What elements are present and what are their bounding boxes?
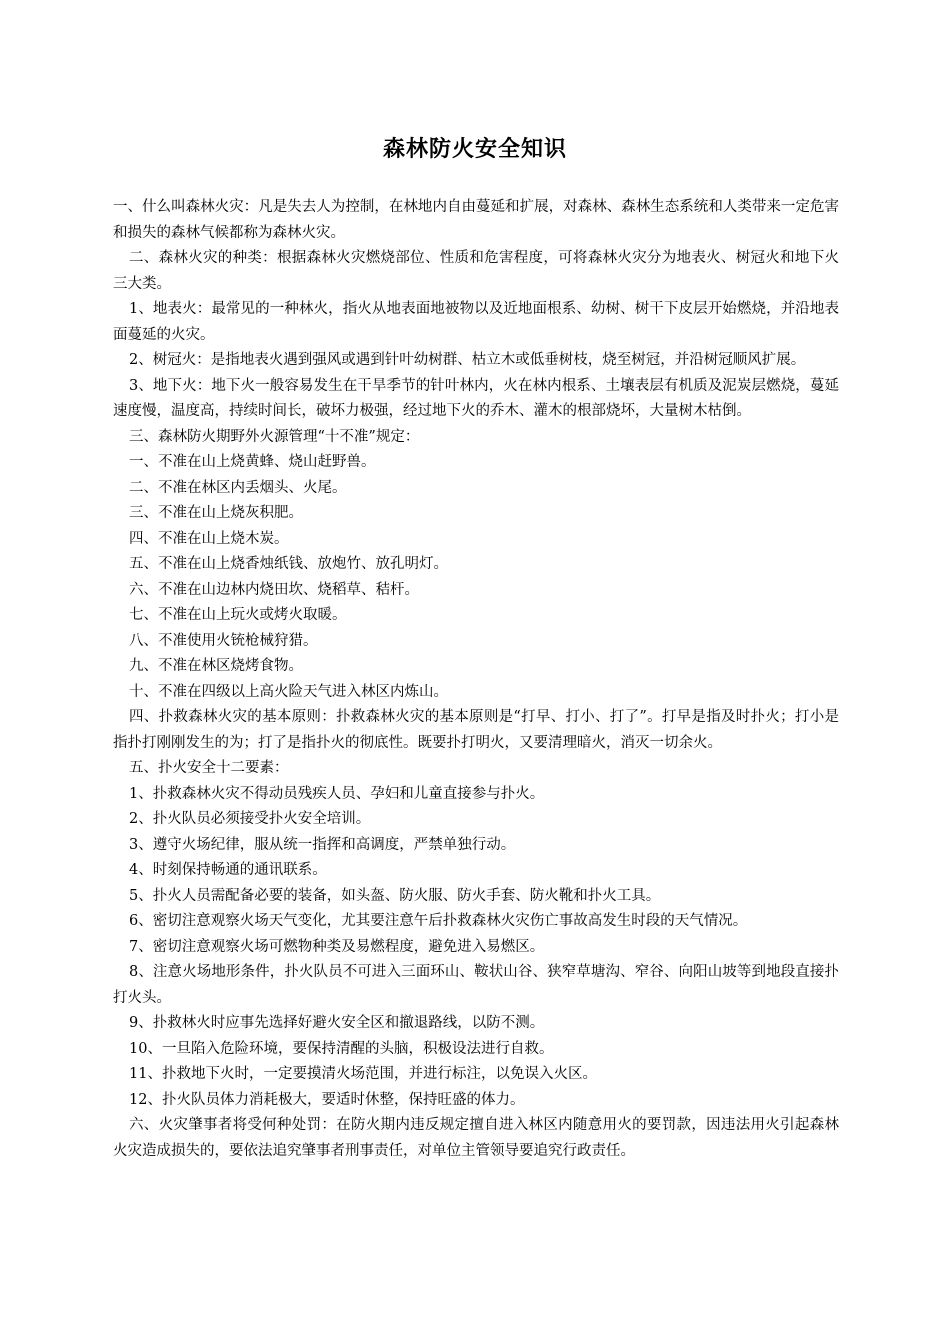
- list-item: 9、扑救林火时应事先选择好避火安全区和撤退路线，以防不测。: [129, 1015, 545, 1031]
- list-item: 九、不准在林区烧烤食物。: [129, 658, 303, 674]
- list-item: 3、遵守火场纪律，服从统一指挥和高调度，严禁单独行动。: [129, 836, 516, 853]
- page-title: 森林防火安全知识: [382, 136, 567, 162]
- list-item: 四、不准在山上烧木炭。: [129, 530, 289, 547]
- list-item: 6、密切注意观察火场天气变化，尤其要注意午后扑救森林火灾伤亡事故高发生时段的天气情况。: [129, 913, 748, 929]
- paragraph-basic-principles: 四、扑救森林火灾的基本原则：扑救森林火灾的基本原则是“打早、打小、打了”。打早是指及时扑火；打小是指扑打刚刚发生的为；打了是指扑火的彻底性。既要扑打明火，又要清理暗火，消灭一切余火。: [113, 709, 839, 751]
- list-item: 12、扑火队员体力消耗极大，要适时休整，保持旺盛的体力。: [129, 1091, 525, 1108]
- list-item: 1、扑救森林火灾不得动员残疾人员、孕妇和儿童直接参与扑火。: [129, 785, 545, 802]
- paragraph-ground-fire: 3、地下火：地下火一般容易发生在干旱季节的针叶林内，火在林内根系、土壤表层有机质及泥炭层燃烧，蔓延速度慢，温度高，持续时间长，破坏力极强，经过地下火的乔木、灌木的根部烧坏，大量树木枯倒。: [113, 377, 839, 419]
- list-item: 六、不准在山边林内烧田坎、烧稻草、秸杆。: [129, 581, 419, 598]
- list-item: 10、一旦陷入危险环境，要保持清醒的头脑，积极设法进行自救。: [129, 1040, 554, 1057]
- paragraph-what-is-forest-fire: 一、什么叫森林火灾：凡是失去人为控制，在林地内自由蔓延和扩展，对森林、森林生态系统和人类带来一定危害和损失的森林气候都称为森林火灾。: [113, 199, 839, 241]
- paragraph-ten-prohibitions-heading: 三、森林防火期野外火源管理“十不准”规定：: [129, 428, 420, 445]
- list-item: 七、不准在山上玩火或烤火取暖。: [129, 607, 347, 623]
- paragraph-twelve-elements-heading: 五、扑火安全十二要素：: [129, 760, 289, 776]
- list-item: 4、时刻保持畅通的通讯联系。: [129, 862, 327, 878]
- list-item: 2、扑火队员必须接受扑火安全培训。: [129, 811, 371, 827]
- list-item: 11、扑救地下火时，一定要摸清火场范围，并进行标注，以免误入火区。: [129, 1066, 597, 1082]
- list-item: 五、不准在山上烧香烛纸钱、放炮竹、放孔明灯。: [129, 556, 448, 572]
- paragraph-fire-types: 二、森林火灾的种类：根据森林火灾燃烧部位、性质和危害程度，可将森林火灾分为地表火、树冠火和地下火三大类。: [113, 250, 839, 292]
- list-item: 7、密切注意观察火场可燃物种类及易燃程度，避免进入易燃区。: [129, 938, 545, 955]
- list-item: 一、不准在山上烧黄蜂、烧山赶野兽。: [129, 454, 376, 470]
- list-item: 三、不准在山上烧灰积肥。: [129, 505, 303, 521]
- document-body: [113, 195, 839, 1164]
- list-item: 二、不准在林区内丢烟头、火尾。: [129, 479, 347, 496]
- paragraph-surface-fire: 1、地表火：最常见的一种林火，指火从地表面地被物以及近地面根系、幼树、树干下皮层开始燃烧，并沿地表面蔓延的火灾。: [113, 301, 839, 343]
- list-item: 八、不准使用火铳枪械狩猎。: [129, 632, 318, 649]
- list-item: 8、注意火场地形条件，扑火队员不可进入三面环山、鞍状山谷、狭窄草塘沟、窄谷、向阳山坡等到地段直接扑打火头。: [113, 964, 839, 1006]
- list-item: 十、不准在四级以上高火险天气进入林区内炼山。: [129, 683, 448, 700]
- list-item: 5、扑火人员需配备必要的装备，如头盔、防火服、防火手套、防火靴和扑火工具。: [129, 887, 661, 904]
- paragraph-penalties: 六、火灾肇事者将受何种处罚：在防火期内违反规定擅自进入林区内随意用火的要罚款，因违法用火引起森林火灾造成损失的，要依法追究肇事者刑事责任，对单位主管领导要追究行政责任。: [113, 1117, 839, 1159]
- paragraph-crown-fire: 2、树冠火：是指地表火遇到强风或遇到针叶幼树群、枯立木或低垂树枝，烧至树冠，并沿树冠顺风扩展。: [129, 352, 806, 368]
